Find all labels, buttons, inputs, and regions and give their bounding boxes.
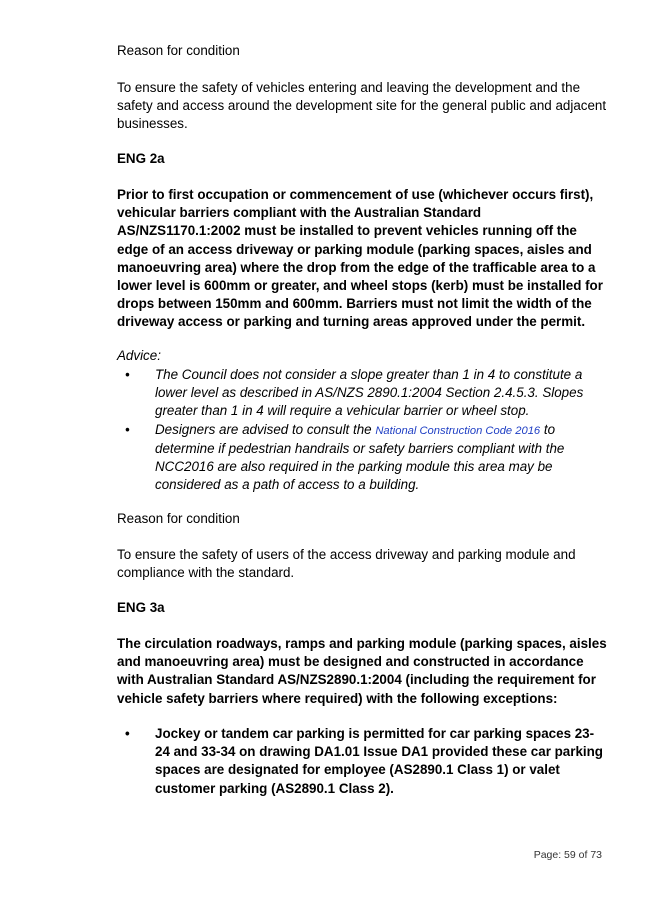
advice-item	[117, 366, 607, 421]
condition-body-eng-3a: The circulation roadways, ramps and parking module (parking spaces, aisles and manoeuvring area) must be designed and constructed in accordance with Australian Standard AS/NZS2890.1:2004 (including the requirement for vehicle safety barriers where required) with the following exceptions:	[117, 636, 607, 706]
bullet-icon: •	[125, 421, 130, 437]
reason-text-1: To ensure the safety of vehicles entering and leaving the development and the safety and access around the development site for the general public and adjacent businesses.	[117, 80, 607, 132]
advice-item-text: The Council does not consider a slope greater than 1 in 4 to constitute a lower level as described in AS/NZS 2890.1:2004 Section 2.4.5.3. Slopes greater than 1 in 4 will require a vehicular barrier or wheel stop.	[155, 367, 584, 419]
reason-heading-1: Reason for condition	[117, 43, 240, 58]
condition-heading-eng-2a: ENG 2a	[117, 151, 165, 166]
exceptions-list	[117, 725, 607, 798]
condition-body-eng-2a: Prior to first occupation or commencement of use (whichever occurs first), vehicular barriers compliant with the Australian Standard AS/NZS1170.1:2002 must be installed to prevent vehicles running off the edge of an access driveway or parking module (parking spaces, aisles and manoeuvring area) where the drop from the edge of the trafficable area to a lower level is 600mm or greater, and wheel stops (kerb) must be installed for drops between 150mm and 600mm. Barriers must not limit the width of the driveway access or parking and turning areas approved under the permit.	[117, 187, 603, 330]
exception-item	[117, 725, 607, 798]
advice-item-text-after: to determine if pedestrian handrails or safety barriers compliant with the NCC2016 are also required in the parking module this area may be considered as a path of access to a building.	[155, 421, 565, 493]
advice-label: Advice:	[117, 348, 161, 363]
advice-item	[117, 421, 607, 495]
reason-heading-2: Reason for condition	[117, 511, 240, 526]
advice-list	[117, 366, 607, 494]
bullet-icon: •	[125, 367, 130, 382]
bullet-icon: •	[125, 726, 130, 741]
condition-heading-eng-3a: ENG 3a	[117, 600, 165, 615]
advice-item-text-before: Designers are advised to consult the	[155, 421, 376, 437]
ncc-2016-link[interactable]: National Construction Code 2016	[375, 424, 541, 437]
reason-text-2: To ensure the safety of users of the access driveway and parking module and compliance with the standard.	[117, 547, 576, 581]
page-number: Page: 59 of 73	[533, 849, 602, 861]
exception-item-text: Jockey or tandem car parking is permitted for car parking spaces 23-24 and 33-34 on drawing DA1.01 Issue DA1 provided these car parking spaces are designated for employee (AS2890.1 Class 1) or valet customer parking (AS2890.1 Class 2).	[155, 726, 603, 796]
